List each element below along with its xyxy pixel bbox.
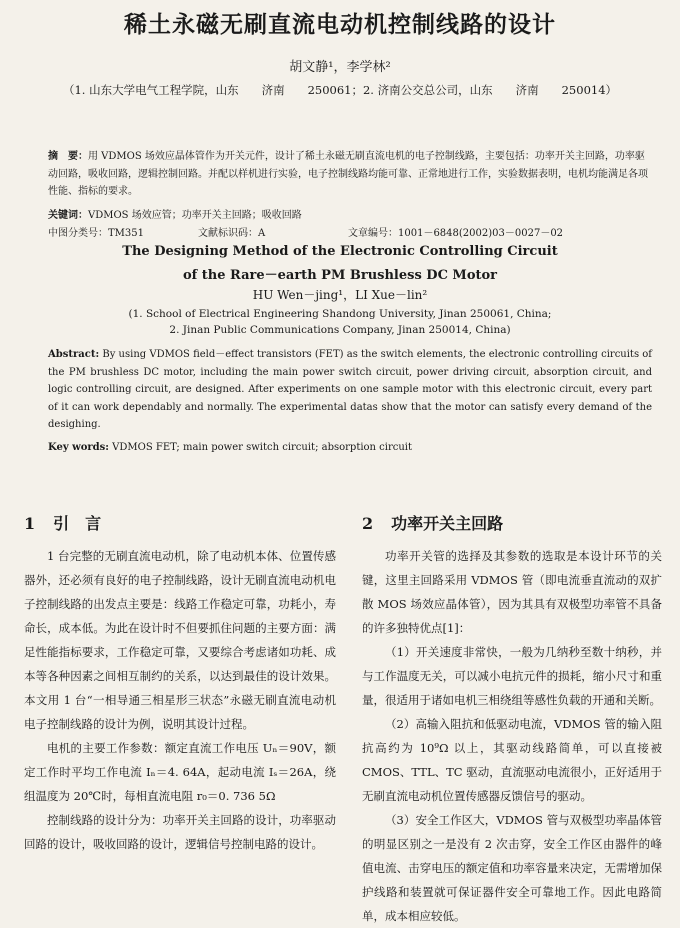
clc-number: 中图分类号：TM351: [48, 228, 144, 239]
affiliation-en-line2: 2. Jinan Public Communications Company, Jinan 250014, China): [169, 324, 511, 336]
affiliation-cn: （1. 山东大学电气工程学院，山东 济南 250061；2. 济南公交总公司，山东 济南 250014）: [62, 83, 618, 97]
section-heading: [24, 512, 336, 536]
keywords-en-text: VDMOS FET; main power switch circuit; absorption circuit: [109, 442, 413, 453]
section-number: 1: [24, 514, 36, 533]
section-title: 功率开关主回路: [391, 514, 504, 533]
affiliation-en-line1: (1. School of Electrical Engineering Shandong University, Jinan 250061, China;: [128, 308, 552, 320]
abstract-en: [48, 346, 652, 434]
section-main-power-switch: [362, 512, 662, 928]
paragraph: （2）高输入阻抗和低驱动电流，VDMOS 管的输入阻抗高约为 10⁹Ω 以上，其驱动线路简单，可以直接被 CMOS、TTL、TC 驱动，直流驱动电流很小，正好适用于无刷直流电动机位置传感器反馈信号的驱动。: [362, 717, 662, 803]
section-introduction: [24, 512, 336, 856]
paragraph: （1）开关速度非常快，一般为几纳秒至数十纳秒，并与工作温度无关，可以减小电抗元件的损耗，缩小尺寸和重量，很适用于诸如电机三相绕组等感性负载的开通和关断。: [362, 645, 662, 707]
paper-title-cn: 稀土永磁无刷直流电动机控制线路的设计: [124, 11, 556, 38]
keywords-cn-text: VDMOS 场效应管；功率开关主回路；吸收回路: [88, 210, 302, 221]
keywords-cn: [48, 206, 652, 221]
abstract-cn: [48, 148, 652, 201]
paper-title-en-line1: The Designing Method of the Electronic Controlling Circuit: [122, 244, 558, 259]
keywords-cn-label: 关键词：: [48, 210, 88, 221]
paragraph: 电机的主要工作参数：额定直流工作电压 Uₙ＝90V，额定工作时平均工作电流 Iₙ＝4. 64A，起动电流 Iₛ＝26A，绕组温度为 20℃时，每相直流电阻 r₀＝0. 736 5Ω: [24, 741, 336, 803]
paragraph: 控制线路的设计分为：功率开关主回路的设计，功率驱动回路的设计，吸收回路的设计，逻辑信号控制电路的设计。: [24, 813, 336, 851]
authors-en: HU Wen－jing¹，LI Xue－lin²: [252, 288, 428, 302]
abstract-cn-text: 用 VDMOS 场效应晶体管作为开关元件，设计了稀土永磁无刷直流电机的电子控制线路，主要包括：功率开关主回路，功率驱动回路，吸收回路，逻辑控制回路。并配以样机进行实验，电子控制线路均能可靠、正常地进行工作，实验数据表明，电机均能满足各项性能、指标的要求。: [48, 151, 648, 197]
paragraph: 1 台完整的无刷直流电动机，除了电动机本体、位置传感器外，还必须有良好的电子控制线路，设计无刷直流电动机电子控制线路的出发点主要是：线路工作稳定可靠，功耗小，寿命长，成本低。为此在设计时不但要抓住问题的主要方面：满足性能指标要求，工作稳定可靠，又要综合考虑诸如功耗、成本等各种因素之间相互制约的关系，以达到最佳的设计效果。本文用 1 台“一相导通三相星形三状态”永磁无刷直流电动机电子控制线路的设计为例，说明其设计过程。: [24, 549, 336, 731]
section-heading: [362, 512, 662, 536]
section-title: 引 言: [53, 514, 102, 533]
abstract-en-text: By using VDMOS field－effect transistors (FET) as the switch elements, the electronic controlling circuits of the PM brushless DC motor, including the main power switch circuit, power driving circuit, absorption circuit, and logic controlling circuit, are designed. After experiments on one sample motor with this electronic circuit, every part of it can work dependably and normally. The experimental datas show that the motor can satisfy every demand of the desighing.: [48, 349, 652, 430]
paper-title-en-line2: of the Rare－earth PM Brushless DC Motor: [182, 268, 498, 283]
paragraph: 功率开关管的选择及其参数的选取是本设计环节的关键，这里主回路采用 VDMOS 管（即电流垂直流动的双扩散 MOS 场效应晶体管），因为其具有双极型功率管不具备的许多独特优点[1]：: [362, 549, 662, 635]
abstract-en-label: Abstract:: [48, 349, 100, 360]
keywords-en-label: Key words:: [48, 442, 109, 453]
article-number: 文章编号：1001－6848(2002)03－0027－02: [348, 228, 564, 239]
document-code: 文献标识码：A: [198, 228, 266, 239]
authors-cn: 胡文静¹，李学林²: [289, 60, 391, 75]
section-number: 2: [362, 514, 374, 533]
paragraph: （3）安全工作区大，VDMOS 管与双极型功率晶体管的明显区别之一是没有 2 次击穿，安全工作区由器件的峰值电流、击穿电压的额定值和功率容量来决定，无需增加保护线路和装置就可保证器件安全可靠地工作。因此电路简单，成本相应较低。: [362, 813, 662, 923]
keywords-en: [48, 442, 652, 453]
abstract-cn-label: 摘 要：: [48, 151, 88, 162]
